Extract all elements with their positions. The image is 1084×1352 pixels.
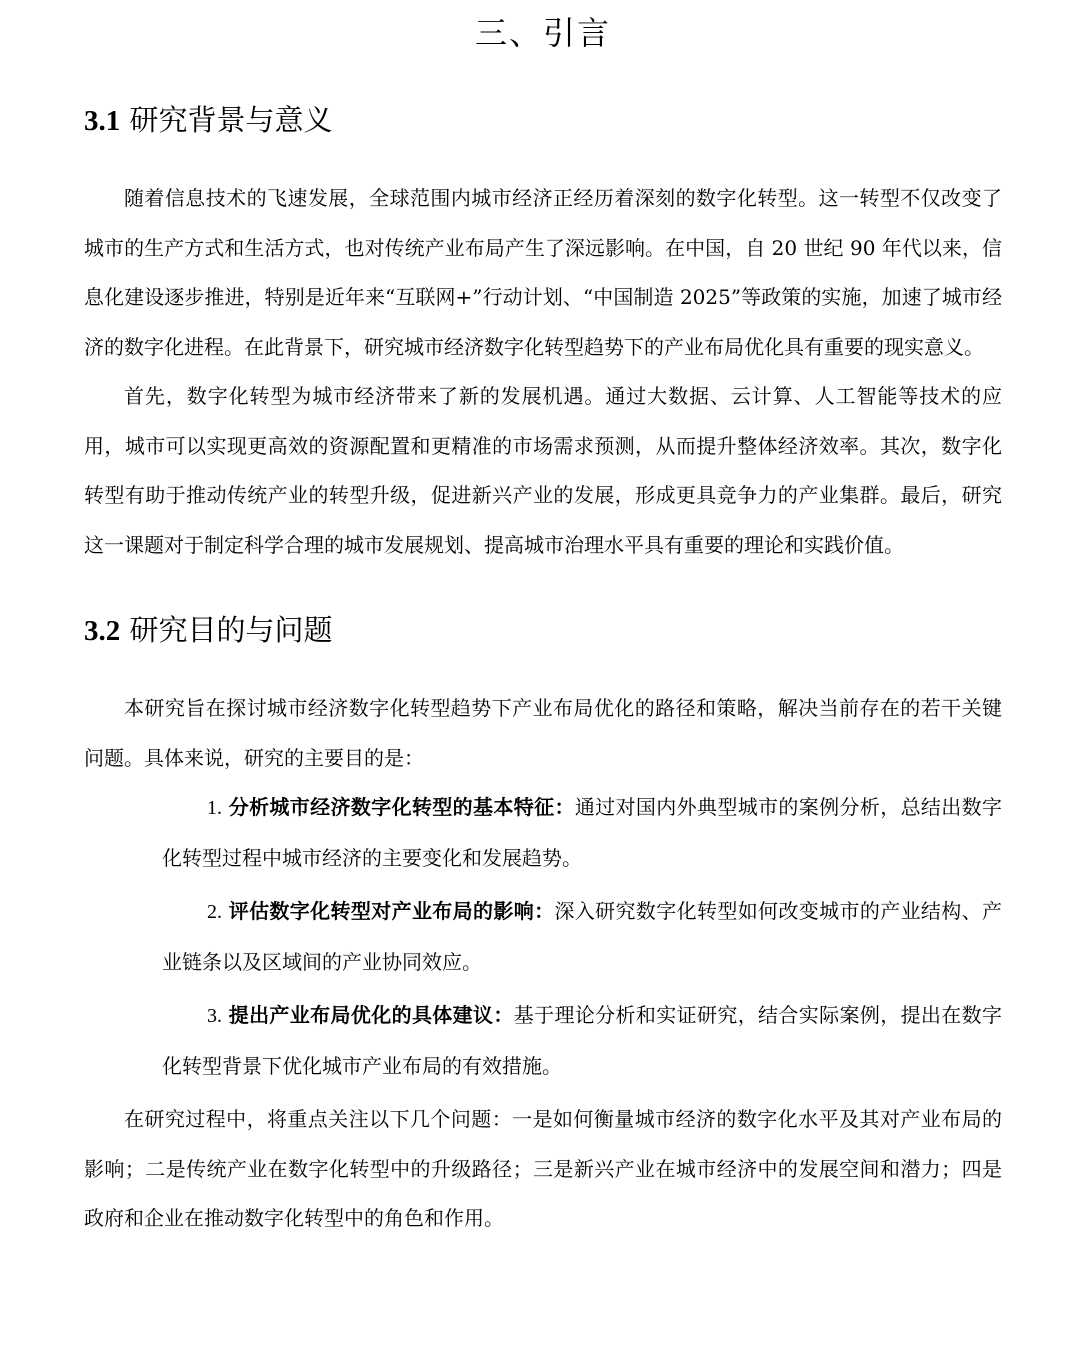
list-item-heading: 评估数字化转型对产业布局的影响： — [228, 899, 555, 923]
paragraph-background: 随着信息技术的飞速发展，全球范围内城市经济正经历着深刻的数字化转型。这一转型不仅改变了城市的生产方式和生活方式，也对传统产业布局产生了深远影响。在中国，自 20 世纪 90 年代以来，信息化建设逐步推进，特别是近年来“互联网+”行动计划、“中国制造 2025”等政策的实施，加速了城市经济的数字化进程。在此背景下，研究城市经济数字化转型趋势下的产业布局优化具有重要的现实意义。 — [84, 186, 1002, 359]
section-title: 研究目的与问题 — [129, 613, 333, 647]
list-item — [84, 783, 1002, 883]
paragraph-objectives-intro: 本研究旨在探讨城市经济数字化转型趋势下产业布局优化的路径和策略，解决当前存在的若干关键问题。具体来说，研究的主要目的是： — [84, 696, 1002, 770]
list-item-text: 基于理论分析和实证研究，结合实际案例，提出在数字化转型背景下优化城市产业布局的有效措施。 — [162, 1003, 1003, 1078]
document-page — [84, 0, 1002, 1244]
section-number: 3.2 — [84, 615, 121, 647]
section-heading-3-2 — [84, 610, 1002, 650]
list-item-number: 2. — [207, 901, 222, 923]
paragraph-significance: 首先，数字化转型为城市经济带来了新的发展机遇。通过大数据、云计算、人工智能等技术的应用，城市可以实现更高效的资源配置和更精准的市场需求预测，从而提升整体经济效率。其次，数字化转型有助于推动传统产业的转型升级，促进新兴产业的发展，形成更具竞争力的产业集群。最后，研究这一课题对于制定科学合理的城市发展规划、提高城市治理水平具有重要的理论和实践价值。 — [84, 384, 1002, 557]
list-item-text: 通过对国内外典型城市的案例分析，总结出数字化转型过程中城市经济的主要变化和发展趋势。 — [162, 795, 1003, 870]
section-heading-3-1 — [84, 100, 1002, 140]
section-title: 研究背景与意义 — [129, 103, 333, 137]
objectives-list — [84, 783, 1002, 1091]
chapter-title: 三、引言 — [474, 14, 611, 52]
list-item — [84, 887, 1002, 987]
paragraph-research-questions: 在研究过程中，将重点关注以下几个问题：一是如何衡量城市经济的数字化水平及其对产业布局的影响；二是传统产业在数字化转型中的升级路径；三是新兴产业在城市经济中的发展空间和潜力；四是政府和企业在推动数字化转型中的角色和作用。 — [84, 1107, 1002, 1230]
list-item-heading: 分析城市经济数字化转型的基本特征： — [228, 795, 575, 819]
list-item-heading: 提出产业布局优化的具体建议： — [228, 1003, 514, 1027]
section-number: 3.1 — [84, 105, 121, 137]
list-item — [84, 991, 1002, 1091]
list-item-number: 3. — [207, 1005, 222, 1027]
list-item-text: 深入研究数字化转型如何改变城市的产业结构、产业链条以及区域间的产业协同效应。 — [162, 899, 1003, 974]
list-item-number: 1. — [207, 797, 222, 819]
